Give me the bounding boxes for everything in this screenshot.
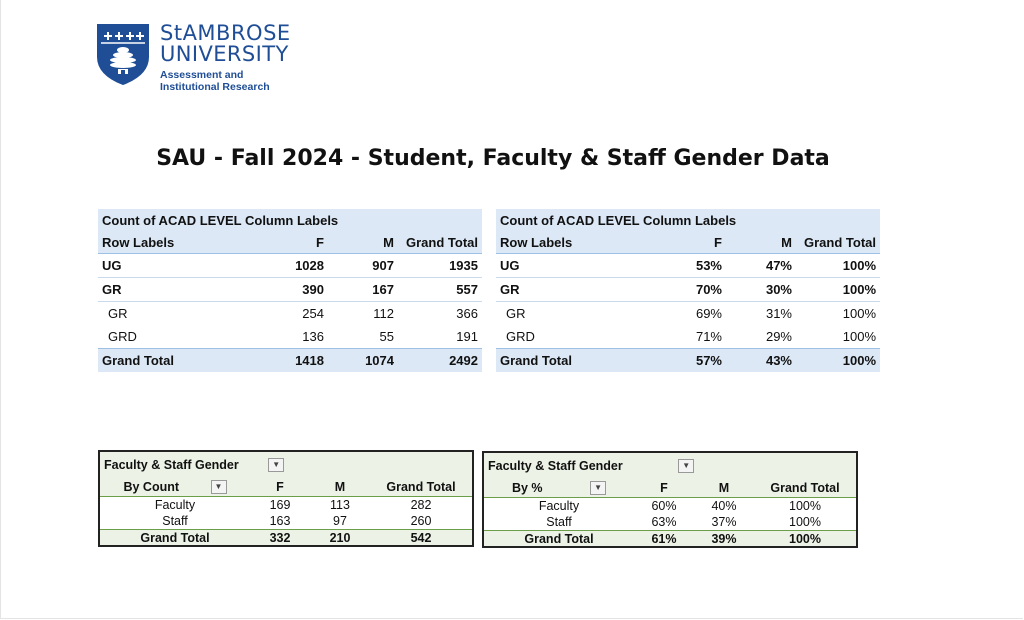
cell-f: 61% — [634, 531, 694, 547]
cell-m: 113 — [310, 497, 370, 514]
cell-total: 557 — [398, 278, 482, 302]
cell-total: 100% — [796, 254, 880, 278]
column-header-m: M — [726, 231, 796, 254]
cell-f: 1028 — [248, 254, 328, 278]
cell-f: 53% — [646, 254, 726, 278]
student-count-pivot-table — [98, 209, 482, 372]
cell-f: 70% — [646, 278, 726, 302]
row-label: GR — [98, 278, 248, 302]
page-title: SAU - Fall 2024 - Student, Faculty & Staff Gender Data — [156, 146, 830, 171]
row-label: GRD — [108, 329, 137, 344]
column-header-f: F — [248, 231, 328, 254]
table-row — [496, 254, 880, 278]
cell-m: 167 — [328, 278, 398, 302]
table-title: Faculty & Staff Gender — [104, 457, 239, 472]
column-header-grand-total: Grand Total — [370, 478, 472, 497]
cell-f: 63% — [634, 514, 694, 531]
column-header-f: F — [646, 231, 726, 254]
cell-m: 43% — [726, 349, 796, 373]
row-label: Grand Total — [100, 530, 250, 546]
pivot-header: Count of ACAD LEVEL Column Labels — [496, 209, 880, 231]
column-header-by-percent: By % — [511, 480, 543, 495]
column-header-f: F — [250, 478, 310, 497]
table-row — [98, 302, 482, 326]
cell-total: 100% — [754, 531, 856, 547]
filter-icon[interactable]: ▼ — [590, 481, 606, 495]
row-label: GR — [506, 306, 526, 321]
cell-total: 2492 — [398, 349, 482, 373]
cell-m: 1074 — [328, 349, 398, 373]
cell-m: 31% — [765, 306, 792, 321]
row-label: Grand Total — [484, 531, 634, 547]
row-label: Faculty — [100, 497, 250, 514]
cell-m: 37% — [694, 514, 754, 531]
cell-m: 39% — [694, 531, 754, 547]
cell-total: 542 — [370, 530, 472, 546]
department-line2: Institutional Research — [160, 81, 270, 93]
column-header-m: M — [694, 479, 754, 498]
cell-total: 100% — [842, 306, 876, 321]
faculty-staff-count-table — [98, 450, 474, 547]
row-label: Staff — [484, 514, 634, 531]
row-label: Staff — [100, 513, 250, 530]
cell-f: 57% — [646, 349, 726, 373]
cell-f: 254 — [302, 306, 324, 321]
grand-total-row — [98, 349, 482, 373]
table-row — [484, 514, 856, 531]
column-header-grand-total: Grand Total — [754, 479, 856, 498]
row-label: GR — [496, 278, 646, 302]
row-label: GR — [108, 306, 128, 321]
grand-total-row — [496, 349, 880, 373]
row-label: UG — [496, 254, 646, 278]
cell-total: 282 — [370, 497, 472, 514]
cell-f: 169 — [250, 497, 310, 514]
cell-m: 29% — [765, 329, 792, 344]
column-header-grand-total: Grand Total — [398, 231, 482, 254]
row-label: GRD — [506, 329, 535, 344]
column-header-m: M — [328, 231, 398, 254]
pivot-header: Count of ACAD LEVEL Column Labels — [98, 209, 482, 231]
column-header-m: M — [310, 478, 370, 497]
column-header-row-labels: Row Labels — [98, 231, 248, 254]
cell-m: 47% — [726, 254, 796, 278]
cell-total: 100% — [796, 349, 880, 373]
cell-f: 71% — [695, 329, 722, 344]
cell-total: 100% — [754, 514, 856, 531]
table-row — [484, 498, 856, 515]
table-row — [100, 513, 472, 530]
column-header-f: F — [634, 479, 694, 498]
cell-f: 60% — [634, 498, 694, 515]
cell-total: 260 — [370, 513, 472, 530]
cell-m: 907 — [328, 254, 398, 278]
table-row — [496, 278, 880, 302]
dropdown-arrow-icon[interactable]: ▼ — [268, 458, 284, 472]
cell-total: 100% — [796, 278, 880, 302]
row-label: UG — [98, 254, 248, 278]
column-header-row-labels: Row Labels — [496, 231, 646, 254]
table-row — [496, 325, 880, 349]
cell-m: 55 — [379, 329, 394, 344]
cell-m: 30% — [726, 278, 796, 302]
faculty-staff-percent-table — [482, 451, 858, 548]
cell-f: 390 — [248, 278, 328, 302]
table-row — [496, 302, 880, 326]
grand-total-row — [100, 530, 472, 546]
cell-total: 191 — [456, 329, 478, 344]
table-row — [98, 254, 482, 278]
cell-total: 100% — [842, 329, 876, 344]
row-label: Grand Total — [496, 349, 646, 373]
cell-m: 97 — [310, 513, 370, 530]
university-name-line1: StAMBROSE — [160, 21, 291, 45]
dropdown-arrow-icon[interactable]: ▼ — [678, 459, 694, 473]
cell-f: 1418 — [248, 349, 328, 373]
cell-f: 332 — [250, 530, 310, 546]
cell-f: 136 — [302, 329, 324, 344]
cell-m: 112 — [373, 306, 394, 321]
university-crest-icon — [96, 23, 150, 85]
column-header-by-count: By Count — [123, 479, 180, 494]
student-percent-pivot-table — [496, 209, 880, 372]
row-label: Grand Total — [98, 349, 248, 373]
filter-icon[interactable]: ▼ — [211, 480, 227, 494]
grand-total-row — [484, 531, 856, 547]
university-logo — [96, 23, 291, 93]
cell-m: 210 — [310, 530, 370, 546]
table-row — [98, 278, 482, 302]
cell-total: 366 — [456, 306, 478, 321]
table-row — [100, 497, 472, 514]
cell-f: 69% — [695, 306, 722, 321]
cell-f: 163 — [250, 513, 310, 530]
university-name-line2: UNIVERSITY — [160, 42, 289, 66]
column-header-grand-total: Grand Total — [796, 231, 880, 254]
cell-total: 1935 — [398, 254, 482, 278]
cell-m: 40% — [694, 498, 754, 515]
cell-total: 100% — [754, 498, 856, 515]
table-title: Faculty & Staff Gender — [488, 458, 623, 473]
table-row — [98, 325, 482, 349]
row-label: Faculty — [484, 498, 634, 515]
department-line1: Assessment and — [160, 69, 244, 81]
